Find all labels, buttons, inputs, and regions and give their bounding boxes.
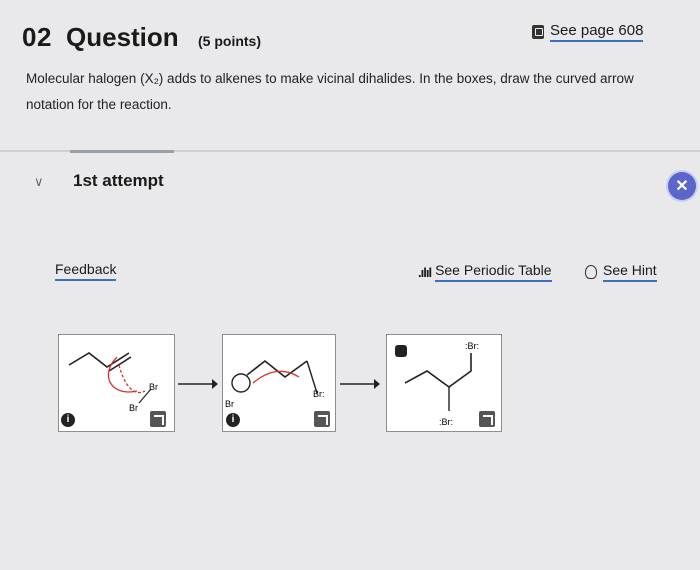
expand-icon[interactable] (479, 411, 495, 427)
hint-link[interactable] (585, 262, 657, 282)
reaction-arrow (178, 378, 218, 390)
attempt-label[interactable]: 1st attempt (73, 171, 164, 190)
question-title: Question (66, 22, 179, 52)
hint-label[interactable]: See Hint (603, 262, 657, 282)
expand-icon[interactable] (314, 411, 330, 427)
mechanism-box-3[interactable] (386, 334, 502, 432)
expand-icon[interactable] (150, 411, 166, 427)
question-prompt: Molecular halogen (X₂) adds to alkenes to make vicinal dihalides. In the boxes, draw the curved arrow notation for the reaction. (26, 71, 634, 112)
bromine-label: Br (149, 382, 158, 392)
see-page-label[interactable]: See page 608 (550, 22, 643, 42)
bromine-label: Br: (313, 389, 325, 399)
book-icon (532, 25, 544, 39)
periodic-table-link[interactable] (418, 262, 552, 282)
feedback-link[interactable]: Feedback (55, 261, 116, 281)
mechanism-box-1[interactable] (58, 334, 175, 432)
bromine-label: :Br: (465, 341, 480, 351)
info-icon[interactable]: i (61, 413, 75, 427)
periodic-table-label[interactable]: See Periodic Table (435, 262, 551, 282)
chart-icon: .ılıl (418, 264, 432, 280)
see-page-link[interactable] (532, 22, 643, 42)
mechanism-box-2[interactable] (222, 334, 336, 432)
bromine-label: Br (129, 403, 138, 413)
close-icon[interactable]: ✕ (668, 172, 696, 200)
bromine-label: Br (225, 399, 234, 409)
lightbulb-icon (585, 265, 597, 279)
lock-icon (395, 345, 407, 357)
attempt-tab-indicator (70, 150, 174, 153)
info-icon[interactable]: i (226, 413, 240, 427)
question-points: (5 points) (198, 33, 261, 49)
question-number: 02 (22, 22, 52, 52)
reaction-arrow (340, 378, 380, 390)
chevron-down-icon[interactable]: ∨ (34, 174, 44, 189)
bromine-label: :Br: (439, 417, 454, 427)
